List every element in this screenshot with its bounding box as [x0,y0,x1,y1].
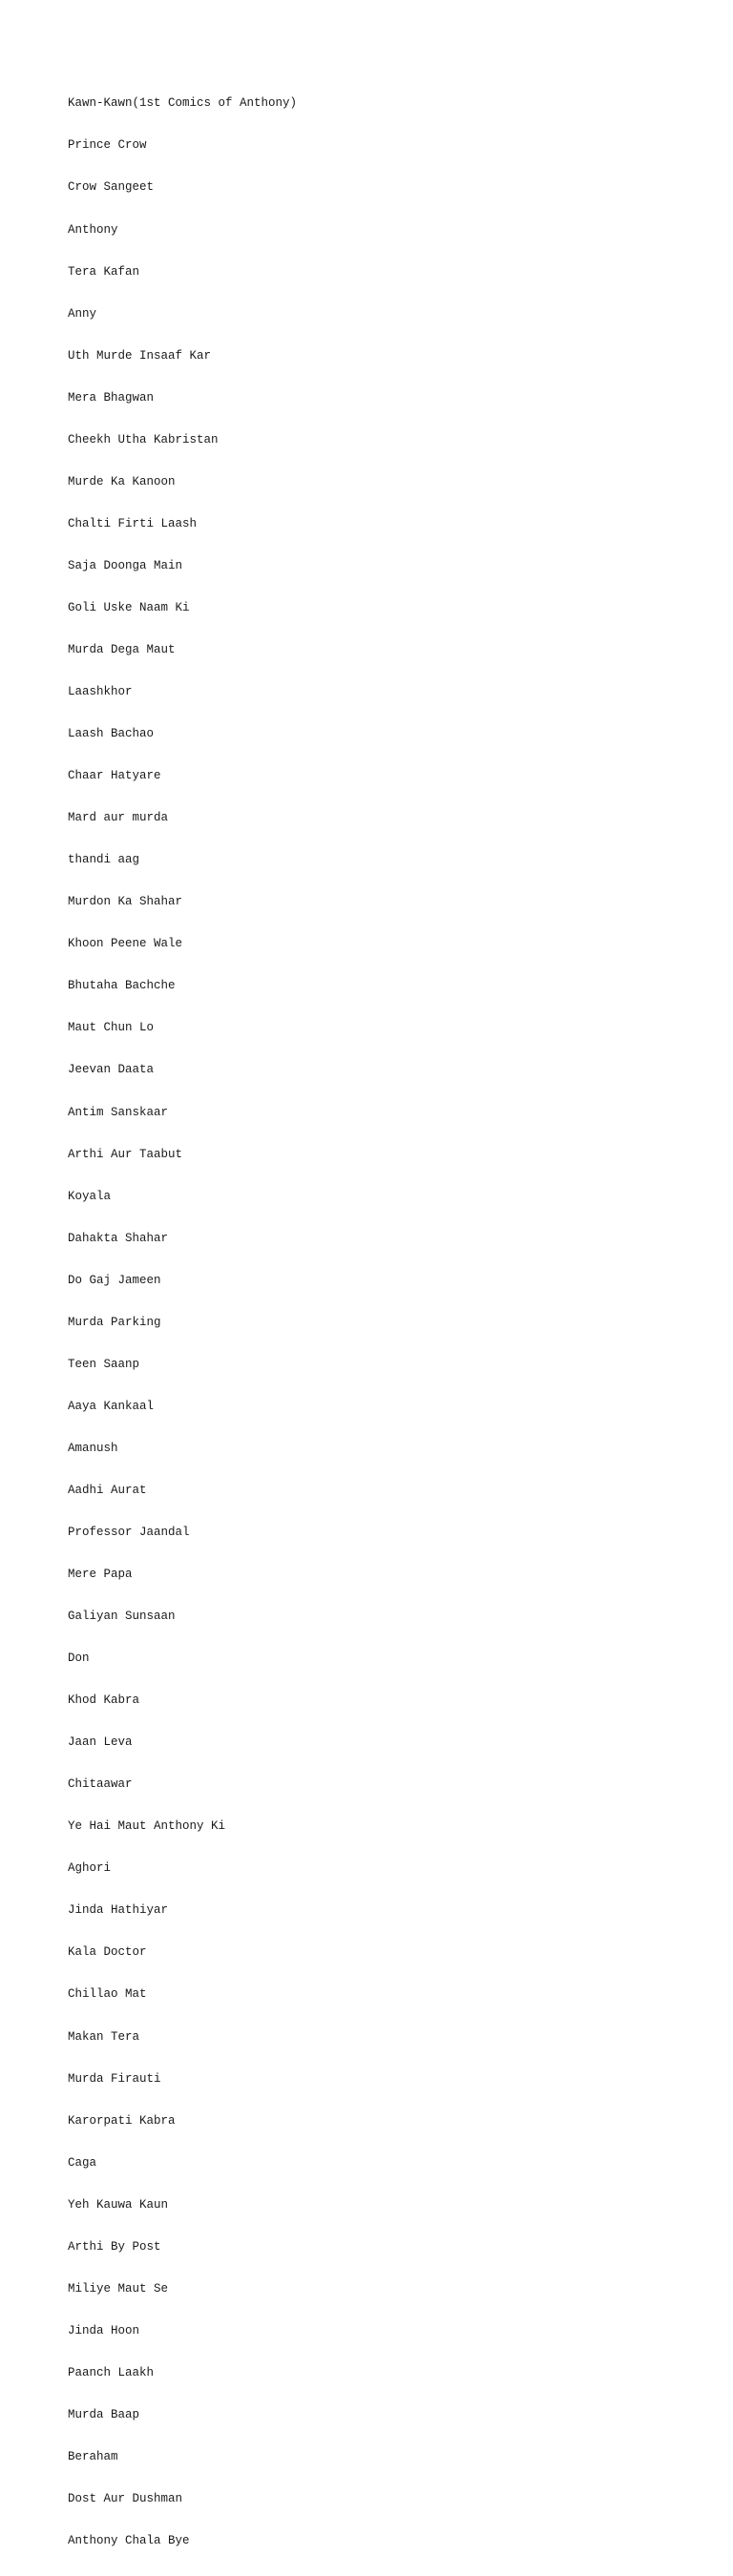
list-item: Caga [68,2155,97,2170]
list-item: Laash Bachao [68,727,155,741]
list-item: Maut Chun Lo [68,1021,155,1035]
list-item: Prince Crow [68,138,147,153]
list-item: Mera Bhagwan [68,390,155,405]
list-item: Bhutaha Bachche [68,979,176,993]
list-item: Jeevan Daata [68,1063,155,1077]
list-item: Jinda Hoon [68,2323,140,2337]
list-item: Mere Papa [68,1568,133,1582]
list-item: Beraham [68,2450,118,2463]
list-item: Galiyan Sunsaan [68,1610,176,1624]
list-item: Aaya Kankaal [68,1399,155,1413]
list-item: Murda Baap [68,2407,140,2421]
list-item: Karorpati Kabra [68,2113,176,2128]
list-item: Murda Parking [68,1315,161,1329]
list-item: Jaan Leva [68,1735,133,1750]
list-item: Antim Sanskaar [68,1105,169,1119]
list-item: Teen Saanp [68,1357,140,1371]
list-item: Laashkhor [68,685,133,699]
list-item: Makan Tera [68,2029,140,2044]
list-item: Kala Doctor [68,1945,147,1960]
list-item: Tera Kafan [68,264,140,279]
list-item: Aadhi Aurat [68,1483,147,1497]
list-item: Chalti Firti Laash [68,516,198,530]
list-item: Kawn-Kawn(1st Comics of Anthony) [68,96,298,111]
list-item: Jinda Hathiyar [68,1903,169,1918]
list-item: Saja Doonga Main [68,558,183,572]
list-item: Dahakta Shahar [68,1231,169,1245]
list-item: Khod Kabra [68,1693,140,1708]
list-item: Goli Uske Naam Ki [68,600,190,614]
list-item: Murdon Ka Shahar [68,895,183,909]
list-item: Miliye Maut Se [68,2281,169,2296]
list-item: Yeh Kauwa Kaun [68,2197,169,2212]
list-item: Uth Murde Insaaf Kar [68,348,212,363]
list-item: Do Gaj Jameen [68,1273,161,1287]
list-item: Aghori [68,1861,112,1876]
list-item: Murde Ka Kanoon [68,474,176,488]
list-item: Anthony [68,222,118,237]
list-item: thandi aag [68,853,140,867]
list-item: Koyala [68,1189,112,1203]
list-item: Crow Sangeet [68,180,155,195]
list-item: Chaar Hatyare [68,769,161,783]
list-item: Khoon Peene Wale [68,937,183,951]
list-item: Cheekh Utha Kabristan [68,432,219,447]
list-item: Chitaawar [68,1777,133,1792]
list-item: Paanch Laakh [68,2365,155,2379]
comics-title-list [68,69,297,2576]
list-item: Anthony Chala Bye [68,2534,190,2548]
list-item: Amanush [68,1441,118,1455]
list-item: Arthi By Post [68,2239,161,2254]
list-item: Arthi Aur Taabut [68,1147,183,1161]
list-item: Mard aur murda [68,811,169,825]
list-item: Murda Dega Maut [68,642,176,656]
list-item: Professor Jaandal [68,1525,190,1539]
list-item: Ye Hai Maut Anthony Ki [68,1819,226,1834]
list-item: Murda Firauti [68,2071,161,2086]
list-item: Anny [68,306,97,321]
list-item: Chillao Mat [68,1987,147,2002]
list-item: Dost Aur Dushman [68,2492,183,2506]
list-item: Don [68,1652,90,1666]
